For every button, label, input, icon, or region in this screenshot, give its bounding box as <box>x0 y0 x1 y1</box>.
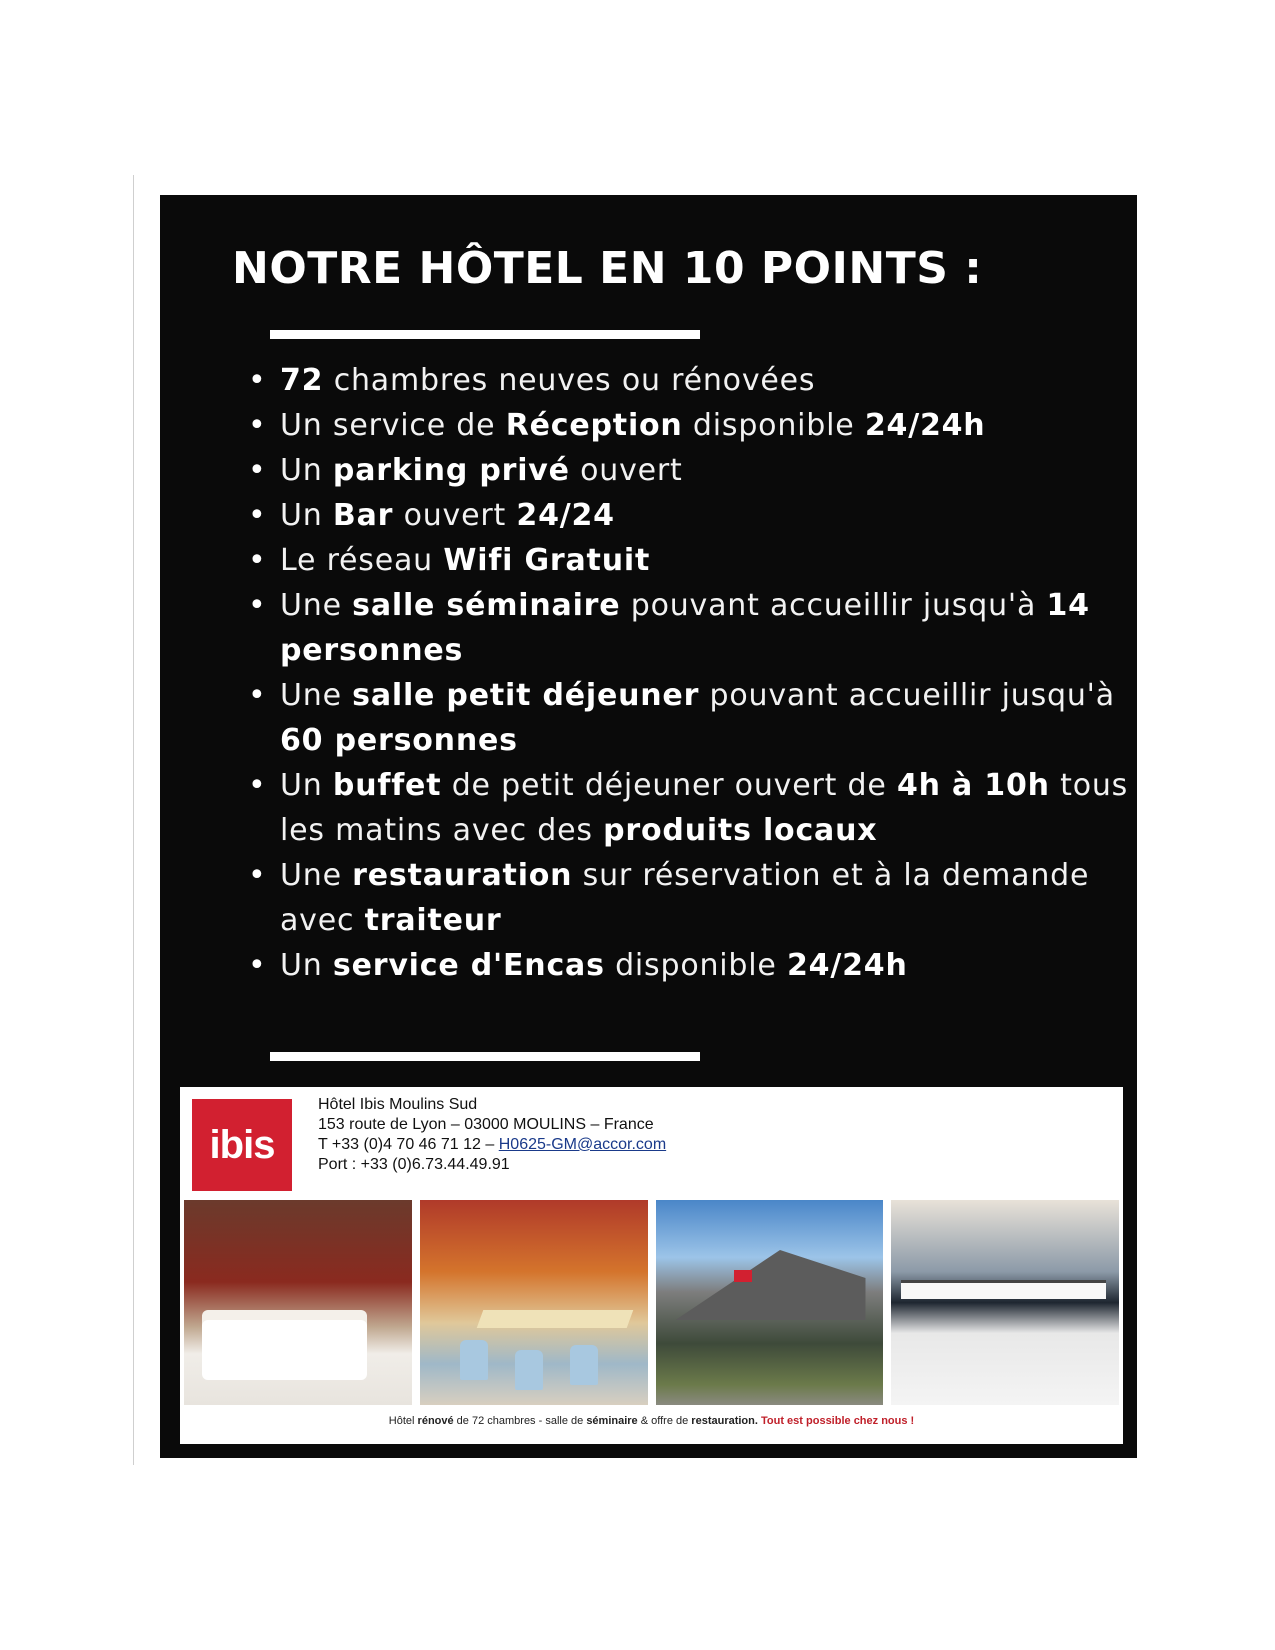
hotel-flyer <box>160 195 1137 1458</box>
email-link[interactable]: H0625-GM@accor.com <box>498 1136 667 1153</box>
point-seminar-room: • Une salle séminaire pouvant accueillir jusqu'à 14 personnes <box>248 583 1138 673</box>
chair-shape <box>460 1340 488 1380</box>
point-breakfast-room: • Une salle petit déjeuner pouvant accueillir jusqu'à 60 personnes <box>248 673 1138 763</box>
bullet-icon: • <box>248 453 267 488</box>
hotel-mobile: Port : +33 (0)6.73.44.49.91 <box>318 1156 510 1173</box>
contact-block <box>318 1095 666 1175</box>
point-bar: • Un Bar ouvert 24/24 <box>248 493 1138 538</box>
top-divider <box>270 330 700 339</box>
point-snack-service: • Un service d'Encas disponible 24/24h <box>248 943 1138 988</box>
bullet-icon: • <box>248 498 267 533</box>
chair-shape <box>515 1350 543 1390</box>
point-parking: • Un parking privé ouvert <box>248 448 1138 493</box>
bullet-icon: • <box>248 543 267 578</box>
table-shape <box>476 1310 633 1328</box>
hotel-address: 153 route de Lyon – 03000 MOULINS – France <box>318 1116 654 1133</box>
chair-shape <box>570 1345 598 1385</box>
point-wifi: • Le réseau Wifi Gratuit <box>248 538 1138 583</box>
bottom-divider <box>270 1052 700 1061</box>
points-list <box>248 358 1138 988</box>
bullet-icon: • <box>248 858 267 893</box>
scan-edge-line <box>133 175 134 1465</box>
bedroom-photo <box>184 1200 412 1405</box>
ibis-logo <box>192 1099 292 1191</box>
photo-strip <box>184 1200 1119 1410</box>
desk-shape <box>901 1280 1106 1299</box>
point-rooms: • 72 chambres neuves ou rénovées <box>248 358 1138 403</box>
hotel-name: Hôtel Ibis Moulins Sud <box>318 1096 478 1113</box>
building-shape <box>676 1250 866 1320</box>
point-reception: • Un service de Réception disponible 24/24h <box>248 403 1138 448</box>
bullet-icon: • <box>248 588 267 623</box>
seminar-room-photo <box>891 1200 1119 1405</box>
breakfast-room-photo <box>420 1200 648 1405</box>
hotel-info-panel <box>180 1087 1123 1444</box>
bed-shape <box>202 1320 367 1380</box>
hotel-phone: T +33 (0)4 70 46 71 12 – <box>318 1136 499 1153</box>
ibis-sign-shape <box>734 1270 752 1282</box>
flyer-title: NOTRE HÔTEL EN 10 POINTS : <box>232 243 983 294</box>
footer-caption: Hôtel rénové de 72 chambres - salle de séminaire & offre de restauration. Tout est possible chez nous ! <box>388 1415 915 1427</box>
bullet-icon: • <box>248 678 267 713</box>
point-restaurant: • Une restauration sur réservation et à la demande avec traiteur <box>248 853 1138 943</box>
bullet-icon: • <box>248 768 267 803</box>
point-breakfast-buffet: • Un buffet de petit déjeuner ouvert de 4h à 10h tous les matins avec des produits locaux <box>248 763 1138 853</box>
hotel-exterior-photo <box>656 1200 884 1405</box>
logo-text: ibis <box>209 1122 275 1167</box>
phone-line <box>318 1135 666 1155</box>
bullet-icon: • <box>248 363 267 398</box>
bullet-icon: • <box>248 948 267 983</box>
bullet-icon: • <box>248 408 267 443</box>
